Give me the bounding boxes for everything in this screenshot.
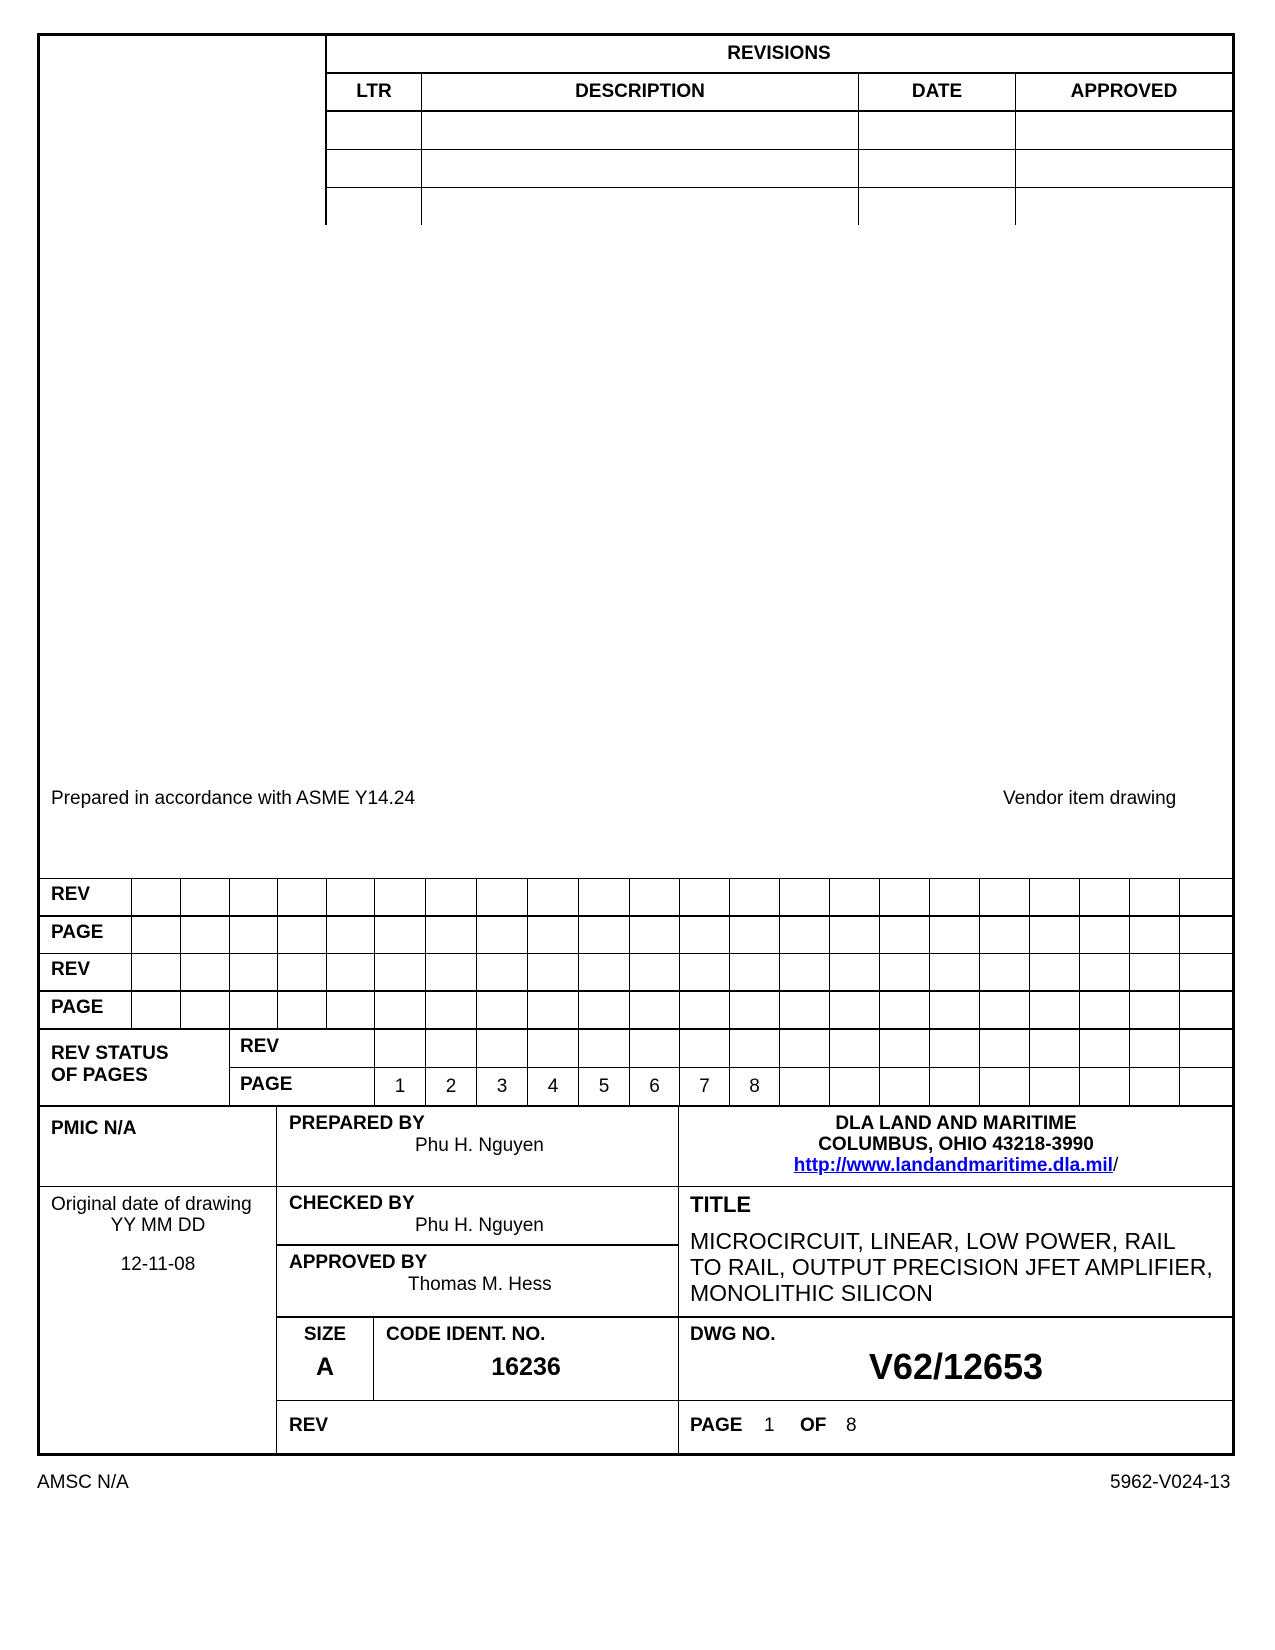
page-number-cell: 8 <box>749 1076 760 1097</box>
bottom-page-label: PAGE <box>690 1415 743 1436</box>
page-number: 1 <box>764 1415 775 1436</box>
agency-name: DLA LAND AND MARITIME <box>835 1113 1077 1134</box>
form-number: 5962-V024-13 <box>1110 1472 1231 1493</box>
approved-by-name: Thomas M. Hess <box>408 1274 552 1295</box>
size-value: A <box>315 1353 335 1381</box>
revisions-header-date: DATE <box>911 81 963 102</box>
revisions-header-ltr: LTR <box>356 81 392 102</box>
vendor-note: Vendor item drawing <box>1003 788 1177 809</box>
rev-status-label-line1: REV STATUS <box>51 1043 169 1064</box>
code-ident-value: 16236 <box>491 1353 561 1381</box>
title-label: TITLE <box>690 1192 752 1217</box>
code-ident-label: CODE IDENT. NO. <box>386 1324 546 1345</box>
rev-status-page-label: PAGE <box>240 1074 293 1095</box>
rev-status-label-line2: OF PAGES <box>51 1065 148 1086</box>
grid-row-label-rev-2: REV <box>51 959 91 980</box>
revisions-header-description: DESCRIPTION <box>575 81 705 102</box>
page-number-cell: 4 <box>547 1076 559 1097</box>
original-date: 12-11-08 <box>120 1254 196 1275</box>
size-label: SIZE <box>303 1324 347 1345</box>
approved-by-label: APPROVED BY <box>289 1252 428 1273</box>
prepared-by-name: Phu H. Nguyen <box>415 1135 544 1156</box>
of-label: OF <box>800 1415 827 1436</box>
title-line-2: TO RAIL, OUTPUT PRECISION JFET AMPLIFIER, <box>690 1254 1213 1280</box>
prepared-by-label: PREPARED BY <box>289 1113 425 1134</box>
grid-row-label-page-2: PAGE <box>51 997 104 1018</box>
title-line-1: MICROCIRCUIT, LINEAR, LOW POWER, RAIL <box>690 1228 1176 1254</box>
dwg-no-label: DWG NO. <box>690 1324 776 1345</box>
page-number-cell: 3 <box>496 1076 508 1097</box>
page-number-cell: 7 <box>699 1076 710 1097</box>
agency-url-link[interactable]: http://www.landandmaritime.dla.mil <box>793 1155 1113 1176</box>
amsc-note: AMSC N/A <box>37 1472 129 1493</box>
pmic-label: PMIC N/A <box>51 1118 137 1139</box>
dwg-no-value: V62/12653 <box>868 1346 1044 1387</box>
prepared-note: Prepared in accordance with ASME Y14.24 <box>51 788 416 809</box>
rev-status-rev-label: REV <box>240 1036 280 1057</box>
revisions-title: REVISIONS <box>727 43 831 64</box>
revisions-header-approved: APPROVED <box>1070 81 1178 102</box>
grid-row-label-rev-1: REV <box>51 884 91 905</box>
checked-by-name: Phu H. Nguyen <box>415 1215 544 1236</box>
agency-link-row <box>679 1155 1233 1177</box>
grid-row-label-page-1: PAGE <box>51 922 104 943</box>
page-number-cell: 2 <box>445 1076 457 1097</box>
page-number-cell: 6 <box>649 1076 660 1097</box>
page-total: 8 <box>846 1415 857 1436</box>
agency-address: COLUMBUS, OHIO 43218-3990 <box>818 1134 1094 1155</box>
page-number-cell: 1 <box>394 1076 406 1097</box>
agency-url-suffix: / <box>1112 1155 1119 1176</box>
date-format: YY MM DD <box>110 1215 206 1236</box>
bottom-rev-label: REV <box>289 1415 329 1436</box>
page-number-cell: 5 <box>598 1076 610 1097</box>
checked-by-label: CHECKED BY <box>289 1193 415 1214</box>
original-date-label: Original date of drawing <box>51 1194 252 1215</box>
title-line-3: MONOLITHIC SILICON <box>690 1280 933 1306</box>
